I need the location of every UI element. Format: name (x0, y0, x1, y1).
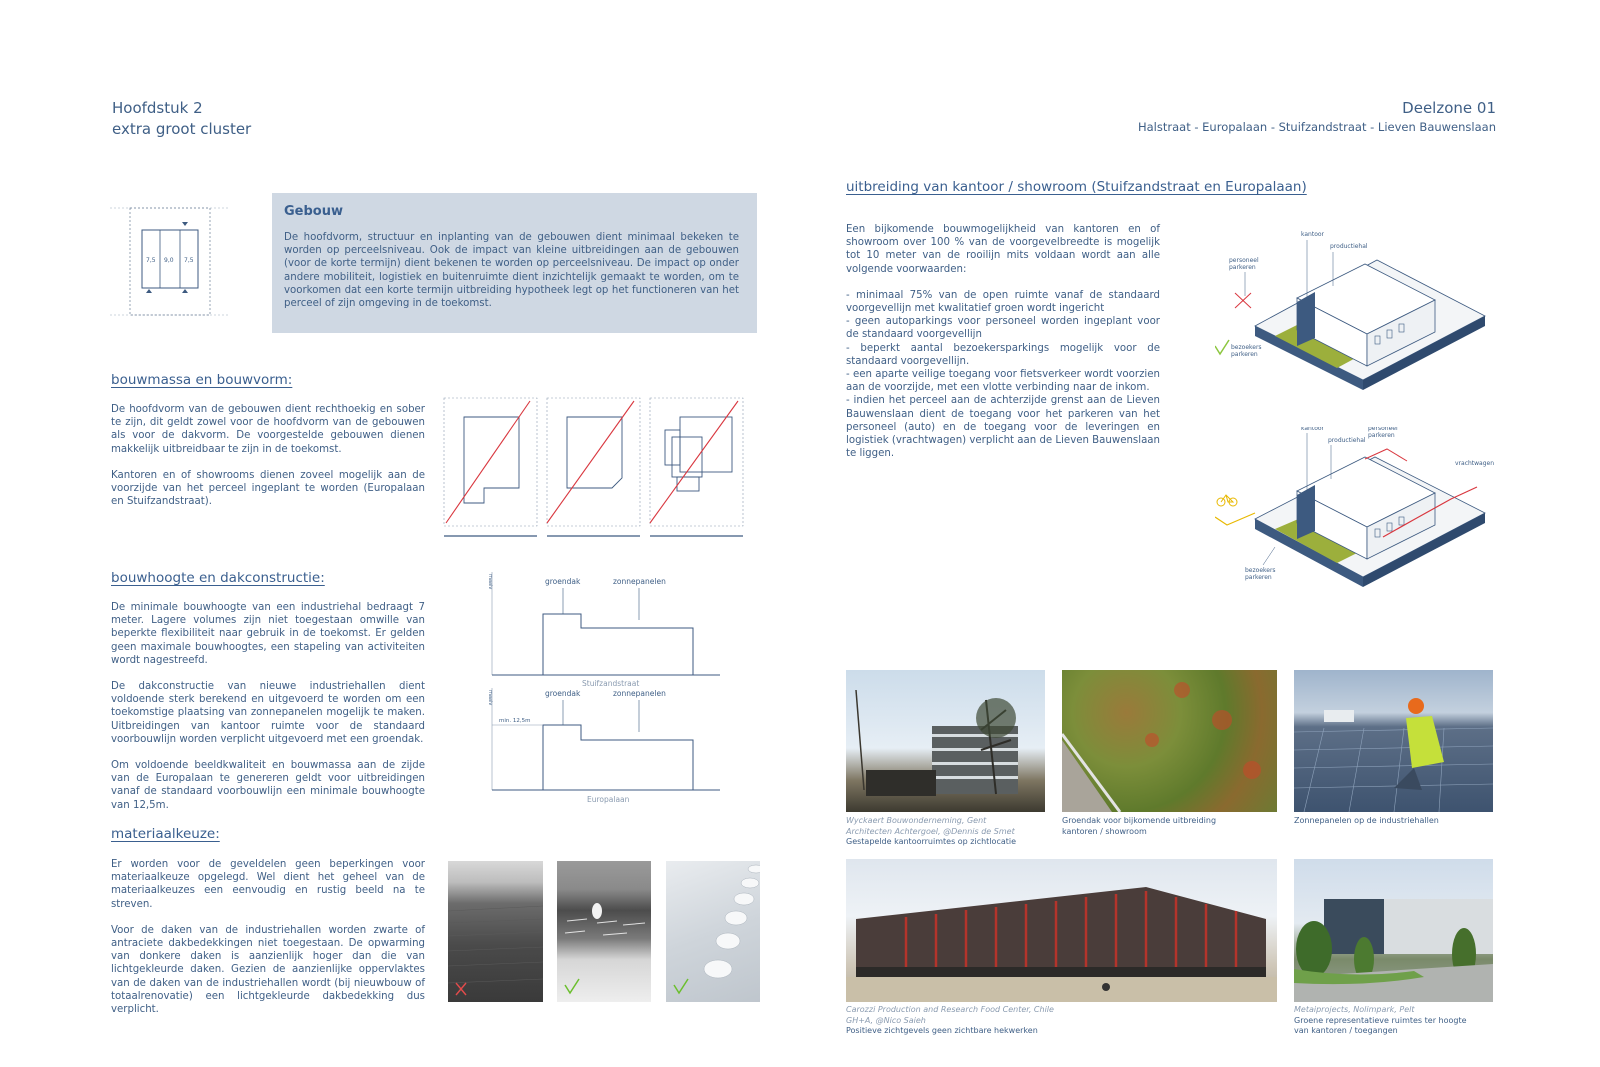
bouwhoogte-text (111, 601, 425, 825)
arrow-up-icon (146, 289, 152, 293)
materiaal-text (111, 858, 425, 1029)
caption-text: van kantoren / toegangen (1294, 1026, 1398, 1035)
photo-credit: Carozzi Production and Research Food Center, Chile (846, 1005, 1054, 1014)
list-item: - geen autoparkings voor personeel worden ingeplant voor de standaard voorgevellijn (846, 316, 1160, 341)
cross-icon (456, 983, 466, 995)
zone-title: Deelzone 01 (1402, 99, 1496, 117)
section-europalaan (487, 688, 720, 804)
arrow-up-icon (182, 289, 188, 293)
gebouw-panel (272, 193, 757, 333)
section-diagrams (485, 570, 725, 805)
photo-green-roof (1062, 670, 1277, 812)
uitbreiding-heading: uitbreiding van kantoor / showroom (Stuifzandstraat en Europalaan) (846, 179, 1307, 195)
plot-label: 7,5 (146, 257, 156, 264)
paragraph: De dakconstructie van nieuwe industriehallen dient voldoende sterk berekend en uitgevoerd te worden om een toekomstige plaatsing van zonnepanelen mogelijk te maken. Uitbreidingen van kantoor ruimte voor de standaard voorbouwlijn worden verplicht uitgevoerd met een groendak. (111, 681, 425, 745)
paragraph: Om voldoende beeldkwaliteit en bouwmassa aan de zijde van de Europalaan te genereren geldt voor uitbreidingen vanaf de standaard voorbouwlijn een minimale bouwhoogte van 12,5m. (111, 760, 425, 811)
parkeren-label: parkeren (1231, 351, 1258, 358)
check-icon (1215, 340, 1229, 354)
caption-text: Groendak voor bijkomende uitbreiding (1062, 816, 1217, 825)
cluster-name: extra groot cluster (112, 120, 252, 138)
photo-caption (846, 816, 1056, 848)
axis-label: maaiv (487, 574, 493, 590)
caption-text: Groene representatieve ruimtes ter hoogte (1294, 1015, 1467, 1025)
bicycle-icon (1217, 495, 1237, 506)
photo-white-roof-coating (557, 861, 651, 1002)
massing-diagram-2 (547, 398, 640, 536)
arrow-down-icon (182, 222, 188, 226)
chapter-number: Hoofdstuk 2 (112, 99, 203, 117)
kantoor-label: kantoor (1301, 427, 1325, 432)
photo-credit: Wyckaert Bouwonderneming, Gent (846, 816, 987, 825)
paragraph: Er worden voor de geveldelen geen beperkingen voor materiaalkeuze opgelegd. Wel dient het geheel van de materiaalkeuzes een eenvoudig en rustig beeld na te streven. (111, 859, 425, 910)
conditions-list (846, 289, 1160, 461)
cross-out-line (650, 401, 738, 523)
uitbreiding-text (846, 223, 1160, 460)
bouwmassa-heading: bouwmassa en bouwvorm: (111, 372, 293, 388)
axis-label: maaiv (487, 690, 493, 706)
paragraph: Voor de daken van de industriehallen worden zwarte of antraciete dakbedekkingen niet toegestaan. De opwarming van donkere daken is aanzienlijk hoger dan die van lichtgekleurde daken. Gezien de aanzienlijke oppervlaktes van de daken van de industriehallen wordt (bij nieuwbouw of totaalrenovatie) een lichtgekleurde dakbedekking dus verplicht. (111, 924, 425, 1016)
list-item: - een aparte veilige toegang voor fietsverkeer wordt voorzien aan de voorzijde, met een vlotte verbinding naar de inkom. (846, 369, 1160, 394)
chapter-title (112, 98, 251, 140)
caption-text: Gestapelde kantoorruimtes op zichtlocatie (846, 837, 1017, 846)
caption-text: Zonnepanelen op de industriehallen (1294, 816, 1439, 825)
list-item: - indien het perceel aan de achterzijde grenst aan de Lieven Bauwenslaan dient de toegang voor het parkeren van het personeel (auto) en de toegang voor de leveringen en logistiek (vrachtwagen) verplicht aan de Lieven Bauwenslaan te liggen. (846, 395, 1161, 460)
zonnepanelen-label: zonnepanelen (613, 577, 666, 586)
parkeren-label: parkeren (1245, 574, 1272, 581)
photo-credit: GH+A, @Nico Saieh (846, 1015, 926, 1025)
check-icon (674, 979, 688, 993)
massing-diagram-1 (444, 398, 537, 536)
photo-light-roof (666, 861, 760, 1002)
bezoekers-label: bezoekers (1245, 567, 1276, 574)
massing-diagrams (442, 395, 752, 540)
photo-stacked-offices (846, 670, 1045, 812)
min-height-label: min. 12,5m (499, 718, 531, 724)
paragraph: De minimale bouwhoogte van een industriehal bedraagt 7 meter. Lagere volumes zijn niet toegestaan omwille van beperkte flexibiliteit naar gebruik in de toekomst. Er gelden geen maximale bouwhoogtes, een stapeling van activiteiten wordt nagestreefd. (111, 602, 425, 666)
groendak-label: groendak (545, 689, 581, 698)
list-item: - minimaal 75% van de open ruimte vanaf de standaard voorgevellijn met kwalitatief groen wordt ingericht (846, 289, 1160, 315)
bouwmassa-text (111, 403, 425, 521)
photo-caption (1062, 816, 1277, 837)
paragraph: De hoofdvorm van de gebouwen dient rechthoekig en sober te zijn, dit geldt zowel voor de hoofdvorm van de gebouwen als voor de dakvorm. De voorgestelde gebouwen dienen makkelijk uitbreidbaar te zijn in de toekomst. (111, 404, 425, 455)
gebouw-title: Gebouw (284, 204, 343, 219)
caption-text: kantoren / showroom (1062, 826, 1147, 836)
paragraph: Kantoren en of showrooms dienen zoveel mogelijk aan de voorzijde van het perceel ingeplant te worden (Europalaan en Stuifzandstraat). (111, 469, 425, 508)
gebouw-text: De hoofdvorm, structuur en inplanting van de gebouwen dient minimaal bekeken te worden op perceelsniveau. Ook de impact van kleine uitbreidingen aan de gebouwen (voor de korte termijn) dient bekenen te worden op perceelsniveau. De impact op onder andere mobiliteit, logistiek en buitenruimte dient inzichtelijk gemaakt te worden, om te voorkomen dat een korte termijn uitbreiding hypotheek legt op het functioneren van het perceel of zijn omgeving in de toekomst. (284, 232, 739, 310)
parkeren-label: parkeren (1229, 264, 1256, 271)
plot-label: 7,5 (184, 257, 194, 264)
check-icon (565, 979, 579, 993)
no-parking-icon (1235, 293, 1251, 308)
photo-dark-roof (448, 861, 543, 1002)
paragraph: Een bijkomende bouwmogelijkheid van kantoren en of showroom over 100 % van de voorgevelbreedte is mogelijk tot 10 meter van de rooilijn mits voldaan wordt aan alle volgende voorwaarden: (846, 224, 1160, 275)
photo-caption (846, 1005, 1277, 1037)
massing-diagram-3 (650, 398, 743, 536)
axonometric-diagram-2 (1215, 427, 1495, 605)
photo-caption (1294, 816, 1493, 827)
photo-production-center (846, 859, 1277, 1002)
caption-text: Positieve zichtgevels geen zichtbare hekwerken (846, 1026, 1038, 1035)
photo-credit: Architecten Achtergoel, @Dennis de Smet (846, 826, 1015, 836)
photo-solar-panels (1294, 670, 1493, 812)
photo-caption (1294, 1005, 1493, 1037)
photo-credit: Metaiprojects, Nolimpark, Pelt (1294, 1005, 1415, 1014)
street-label: Stuifzandstraat (582, 679, 640, 688)
list-item: - beperkt aantal bezoekersparkings mogelijk voor de standaard voorgevellijn. (846, 342, 1160, 367)
cross-out-line (446, 401, 530, 523)
bouwhoogte-heading: bouwhoogte en dakconstructie: (111, 570, 325, 586)
section-stuifzandstraat (487, 572, 720, 688)
plot-label: 9,0 (164, 257, 174, 264)
parkeren-label: parkeren (1368, 432, 1395, 439)
productiehal-label: productiehal (1330, 243, 1368, 250)
groendak-label: groendak (545, 577, 581, 586)
zone-streets: Halstraat - Europalaan - Stuifzandstraat - Lieven Bauwenslaan (1137, 120, 1496, 134)
axonometric-diagram-1 (1215, 228, 1490, 398)
zonnepanelen-label: zonnepanelen (613, 689, 666, 698)
productiehal-label: productiehal (1328, 437, 1366, 444)
cross-out-line (547, 401, 634, 523)
personeel-label: personeel (1229, 257, 1259, 264)
photo-green-entrance (1294, 859, 1493, 1002)
materiaal-heading: materiaalkeuze: (111, 826, 220, 842)
vrachtwagen-label: vrachtwagen (1455, 460, 1495, 467)
kantoor-label: kantoor (1301, 231, 1325, 238)
bezoekers-label: bezoekers (1231, 344, 1262, 351)
street-label: Europalaan (587, 795, 630, 804)
personeel-label: personeel (1368, 427, 1398, 432)
plot-diagram (110, 200, 235, 322)
